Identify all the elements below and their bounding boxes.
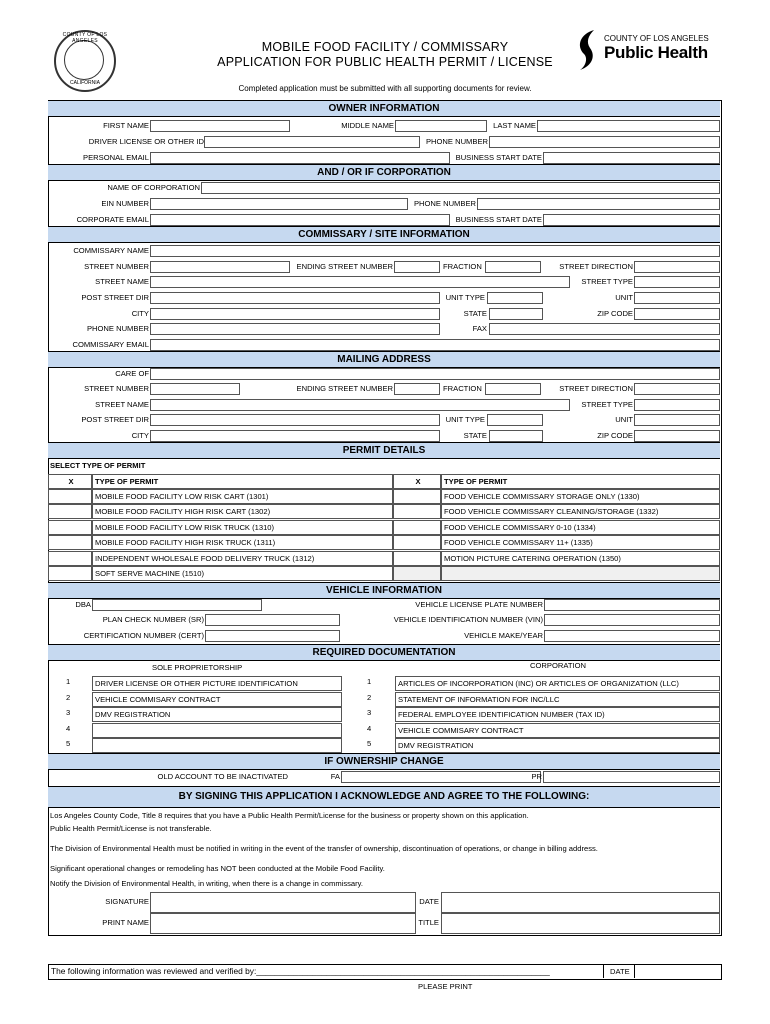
- license-plate-label: VEHICLE LICENSE PLATE NUMBER: [415, 600, 543, 609]
- doc-number: 4: [66, 724, 71, 733]
- permit-checkbox[interactable]: [393, 535, 441, 550]
- commissary-fraction-label: FRACTION: [443, 262, 482, 271]
- corporation-heading: AND / OR IF CORPORATION: [48, 164, 720, 181]
- seal-text-bottom: CALIFORNIA: [69, 80, 100, 86]
- doc-number: 4: [367, 724, 372, 733]
- corporation-start-date-field[interactable]: [543, 214, 720, 226]
- permit-type-item: FOOD VEHICLE COMMISSARY 0-10 (1334): [441, 520, 720, 535]
- owner-phone-field[interactable]: [489, 136, 720, 148]
- permit-checkbox[interactable]: [393, 520, 441, 535]
- commissary-ending-street-number-label: ENDING STREET NUMBER: [296, 262, 393, 271]
- public-health-logo-icon: [574, 28, 600, 72]
- permit-empty-cell: [441, 566, 720, 581]
- middle-name-field[interactable]: [395, 120, 487, 132]
- first-name-label: FIRST NAME: [103, 121, 149, 130]
- seal-text-top: COUNTY OF LOS ANGELES: [62, 32, 108, 44]
- footer-date-label: DATE: [610, 967, 630, 976]
- commissary-city-field[interactable]: [150, 308, 440, 320]
- corporation-phone-field[interactable]: [477, 198, 720, 210]
- mailing-street-direction-label: STREET DIRECTION: [559, 384, 633, 393]
- mailing-post-street-dir-label: POST STREET DIR: [81, 415, 149, 424]
- logo-county-text: COUNTY OF LOS ANGELES: [604, 34, 709, 43]
- permit-checkbox[interactable]: [48, 520, 92, 535]
- plan-check-field[interactable]: [205, 614, 340, 626]
- pr-field[interactable]: [543, 771, 720, 783]
- permit-type-header-left: TYPE OF PERMIT: [92, 474, 393, 489]
- agreement-heading: BY SIGNING THIS APPLICATION I ACKNOWLEDGE AND AGREE TO THE FOLLOWING:: [48, 786, 720, 808]
- commissary-post-street-dir-field[interactable]: [150, 292, 440, 304]
- mailing-zip-label: ZIP CODE: [597, 431, 633, 440]
- certification-field[interactable]: [205, 630, 340, 642]
- permit-type-item: MOBILE FOOD FACILITY HIGH RISK CART (1302): [92, 504, 393, 519]
- owner-phone-label: PHONE NUMBER: [425, 137, 488, 146]
- permit-type-item: FOOD VEHICLE COMMISSARY 11+ (1335): [441, 535, 720, 550]
- agreement-line5: Notify the Division of Environmental Health, in writing, when there is a change in commissary.: [50, 879, 364, 888]
- mailing-city-label: CITY: [131, 431, 149, 440]
- dba-field[interactable]: [92, 599, 262, 611]
- permit-type-item: MOBILE FOOD FACILITY HIGH RISK TRUCK (1311): [92, 535, 393, 550]
- commissary-unit-field[interactable]: [634, 292, 720, 304]
- commissary-ending-street-number-field[interactable]: [394, 261, 440, 273]
- mailing-fraction-field[interactable]: [485, 383, 541, 395]
- form-title-line1: MOBILE FOOD FACILITY / COMMISSARY: [261, 40, 509, 54]
- sole-doc-item: [92, 723, 342, 738]
- commissary-zip-label: ZIP CODE: [597, 309, 633, 318]
- verified-by-line[interactable]: The following information was reviewed and verified by:_______________________________________________________________: [51, 966, 550, 976]
- commissary-state-field[interactable]: [489, 308, 543, 320]
- commissary-email-label: COMMISSARY EMAIL: [72, 340, 149, 349]
- old-account-label: OLD ACCOUNT TO BE INACTIVATED: [157, 772, 288, 781]
- mailing-city-field[interactable]: [150, 430, 440, 442]
- make-year-field[interactable]: [544, 630, 720, 642]
- commissary-email-field[interactable]: [150, 339, 720, 351]
- last-name-field[interactable]: [537, 120, 720, 132]
- form-title-line2: APPLICATION FOR PUBLIC HEALTH PERMIT / LICENSE: [217, 55, 553, 69]
- permit-checkbox[interactable]: [48, 551, 92, 566]
- permit-type-item: INDEPENDENT WHOLESALE FOOD DELIVERY TRUCK (1312): [92, 551, 393, 566]
- agreement-line3: The Division of Environmental Health must be notified in writing in the event of the transfer of ownership, discontinuation of operations, or change in billing address.: [50, 844, 598, 853]
- permit-checkbox[interactable]: [48, 504, 92, 519]
- vin-label: VEHICLE IDENTIFICATION NUMBER (VIN): [393, 615, 543, 624]
- print-name-field[interactable]: [150, 913, 416, 934]
- middle-name-label: MIDDLE NAME: [341, 121, 394, 130]
- driver-license-field[interactable]: [204, 136, 420, 148]
- title-label: TITLE: [418, 918, 439, 927]
- commissary-fax-label: FAX: [472, 324, 487, 333]
- permit-type-item: MOBILE FOOD FACILITY LOW RISK TRUCK (1310): [92, 520, 393, 535]
- permit-checkbox[interactable]: [393, 489, 441, 504]
- personal-email-label: PERSONAL EMAIL: [83, 153, 149, 162]
- mailing-ending-street-number-field[interactable]: [394, 383, 440, 395]
- commissary-street-type-field[interactable]: [634, 276, 720, 288]
- mailing-unit-type-field[interactable]: [487, 414, 543, 426]
- permit-type-item: FOOD VEHICLE COMMISSARY CLEANING/STORAGE (1332): [441, 504, 720, 519]
- commissary-name-label: COMMISSARY NAME: [73, 246, 149, 255]
- permit-type-item: FOOD VEHICLE COMMISSARY STORAGE ONLY (1330): [441, 489, 720, 504]
- permit-empty-cell: [393, 566, 441, 581]
- corporation-doc-item: FEDERAL EMPLOYEE IDENTIFICATION NUMBER (TAX ID): [395, 707, 720, 722]
- owner-start-date-field[interactable]: [543, 152, 720, 164]
- mailing-street-number-label: STREET NUMBER: [84, 384, 149, 393]
- care-of-label: CARE OF: [115, 369, 149, 378]
- commissary-phone-field[interactable]: [150, 323, 440, 335]
- agreement-line4: Significant operational changes or remodeling has NOT been conducted at the Mobile Food Facility.: [50, 864, 385, 873]
- commissary-heading: COMMISSARY / SITE INFORMATION: [48, 226, 720, 243]
- permit-checkbox[interactable]: [393, 504, 441, 519]
- signature-field[interactable]: [150, 892, 416, 913]
- commissary-street-name-field[interactable]: [150, 276, 570, 288]
- mailing-post-street-dir-field[interactable]: [150, 414, 440, 426]
- mailing-street-name-field[interactable]: [150, 399, 570, 411]
- mailing-ending-street-number-label: ENDING STREET NUMBER: [296, 384, 393, 393]
- commissary-city-label: CITY: [131, 309, 149, 318]
- signature-label: SIGNATURE: [105, 897, 149, 906]
- corporate-email-label: CORPORATE EMAIL: [76, 215, 149, 224]
- doc-number: 3: [66, 708, 71, 717]
- commissary-fraction-field[interactable]: [485, 261, 541, 273]
- ein-field[interactable]: [150, 198, 408, 210]
- owner-information-heading: OWNER INFORMATION: [48, 100, 720, 117]
- corporate-email-field[interactable]: [150, 214, 450, 226]
- title-field[interactable]: [441, 913, 720, 934]
- mailing-street-number-field[interactable]: [150, 383, 240, 395]
- agreement-line2: Public Health Permit/License is not transferable.: [50, 824, 212, 833]
- dba-label: DBA: [75, 600, 91, 609]
- mailing-address-heading: MAILING ADDRESS: [48, 351, 720, 368]
- commissary-state-label: STATE: [463, 309, 487, 318]
- ein-label: EIN NUMBER: [101, 199, 149, 208]
- select-permit-label: SELECT TYPE OF PERMIT: [50, 461, 146, 470]
- commissary-fax-field[interactable]: [489, 323, 720, 335]
- permit-x-header-right: X: [393, 474, 441, 489]
- commissary-name-field[interactable]: [150, 245, 720, 257]
- permit-type-header-right: TYPE OF PERMIT: [441, 474, 720, 489]
- mailing-state-label: STATE: [463, 431, 487, 440]
- permit-details-heading: PERMIT DETAILS: [48, 442, 720, 459]
- vehicle-information-heading: VEHICLE INFORMATION: [48, 582, 720, 599]
- signature-date-label: DATE: [419, 897, 439, 906]
- last-name-label: LAST NAME: [493, 121, 536, 130]
- permit-type-item: SOFT SERVE MACHINE (1510): [92, 566, 393, 581]
- corporation-doc-item: STATEMENT OF INFORMATION FOR INC/LLC: [395, 692, 720, 707]
- sole-doc-item: VEHICLE COMMISARY CONTRACT: [92, 692, 342, 707]
- corporation-name-label: NAME OF CORPORATION: [107, 183, 200, 192]
- verification-divider-2: [634, 964, 635, 978]
- ownership-change-heading: IF OWNERSHIP CHANGE: [48, 753, 720, 770]
- corporation-phone-label: PHONE NUMBER: [413, 199, 476, 208]
- print-name-label: PRINT NAME: [102, 918, 149, 927]
- doc-number: 3: [367, 708, 372, 717]
- permit-type-item: MOTION PICTURE CATERING OPERATION (1350): [441, 551, 720, 566]
- corporation-start-date-label: BUSINESS START DATE: [455, 215, 542, 224]
- corporation-docs-label: CORPORATION: [530, 661, 586, 670]
- sole-proprietorship-label: SOLE PROPRIETORSHIP: [152, 663, 243, 672]
- sole-doc-item: DMV REGISTRATION: [92, 707, 342, 722]
- county-seal-inner: [64, 40, 104, 80]
- personal-email-field[interactable]: [150, 152, 450, 164]
- fa-field[interactable]: [341, 771, 541, 783]
- verification-divider: [603, 964, 604, 978]
- commissary-street-name-label: STREET NAME: [95, 277, 149, 286]
- commissary-unit-type-field[interactable]: [487, 292, 543, 304]
- mailing-street-name-label: STREET NAME: [95, 400, 149, 409]
- mailing-street-direction-field[interactable]: [634, 383, 720, 395]
- plan-check-label: PLAN CHECK NUMBER (SR): [102, 615, 204, 624]
- sole-doc-item: DRIVER LICENSE OR OTHER PICTURE IDENTIFICATION: [92, 676, 342, 691]
- commissary-street-number-field[interactable]: [150, 261, 290, 273]
- corporation-name-field[interactable]: [201, 182, 720, 194]
- permit-x-header-left: X: [48, 474, 92, 489]
- care-of-field[interactable]: [150, 368, 720, 380]
- driver-license-label: DRIVER LICENSE OR OTHER ID: [88, 137, 204, 146]
- mailing-street-type-label: STREET TYPE: [581, 400, 633, 409]
- doc-number: 2: [66, 693, 71, 702]
- doc-number: 5: [367, 739, 372, 748]
- commissary-street-direction-field[interactable]: [634, 261, 720, 273]
- mailing-unit-type-label: UNIT TYPE: [445, 415, 485, 424]
- permit-checkbox[interactable]: [48, 535, 92, 550]
- required-documentation-heading: REQUIRED DOCUMENTATION: [48, 644, 720, 661]
- commissary-post-street-dir-label: POST STREET DIR: [81, 293, 149, 302]
- vin-field[interactable]: [544, 614, 720, 626]
- certification-label: CERTIFICATION NUMBER (CERT): [83, 631, 204, 640]
- commissary-unit-label: UNIT: [615, 293, 633, 302]
- corporation-doc-item: DMV REGISTRATION: [395, 738, 720, 753]
- doc-number: 1: [66, 677, 71, 686]
- fa-label: FA: [330, 772, 340, 781]
- doc-number: 2: [367, 693, 372, 702]
- agreement-line1: Los Angeles County Code, Title 8 requires that you have a Public Health Permit/License for the business or property shown on this application.: [50, 811, 529, 820]
- mailing-zip-field[interactable]: [634, 430, 720, 442]
- commissary-unit-type-label: UNIT TYPE: [445, 293, 485, 302]
- mailing-fraction-label: FRACTION: [443, 384, 482, 393]
- mailing-unit-field[interactable]: [634, 414, 720, 426]
- permit-type-item: MOBILE FOOD FACILITY LOW RISK CART (1301): [92, 489, 393, 504]
- mailing-unit-label: UNIT: [615, 415, 633, 424]
- doc-number: 5: [66, 739, 71, 748]
- permit-checkbox[interactable]: [48, 566, 92, 581]
- logo-public-health: Public Health: [604, 43, 708, 62]
- corporation-doc-item: ARTICLES OF INCORPORATION (INC) OR ARTICLES OF ORGANIZATION (LLC): [395, 676, 720, 691]
- form-subtitle: Completed application must be submitted with all supporting documents for review.: [238, 84, 532, 93]
- pr-label: PR: [531, 772, 542, 781]
- commissary-street-direction-label: STREET DIRECTION: [559, 262, 633, 271]
- mailing-street-type-field[interactable]: [634, 399, 720, 411]
- license-plate-field[interactable]: [544, 599, 720, 611]
- corporation-doc-item: VEHICLE COMMISARY CONTRACT: [395, 723, 720, 738]
- commissary-zip-field[interactable]: [634, 308, 720, 320]
- commissary-phone-label: PHONE NUMBER: [86, 324, 149, 333]
- permit-checkbox[interactable]: [48, 489, 92, 504]
- signature-date-field[interactable]: [441, 892, 720, 913]
- doc-number: 1: [367, 677, 372, 686]
- please-print-label: PLEASE PRINT: [418, 982, 473, 991]
- permit-checkbox[interactable]: [393, 551, 441, 566]
- first-name-field[interactable]: [150, 120, 290, 132]
- commissary-street-type-label: STREET TYPE: [581, 277, 633, 286]
- sole-doc-item: [92, 738, 342, 753]
- mailing-state-field[interactable]: [489, 430, 543, 442]
- make-year-label: VEHICLE MAKE/YEAR: [464, 631, 543, 640]
- owner-start-date-label: BUSINESS START DATE: [455, 153, 542, 162]
- commissary-street-number-label: STREET NUMBER: [84, 262, 149, 271]
